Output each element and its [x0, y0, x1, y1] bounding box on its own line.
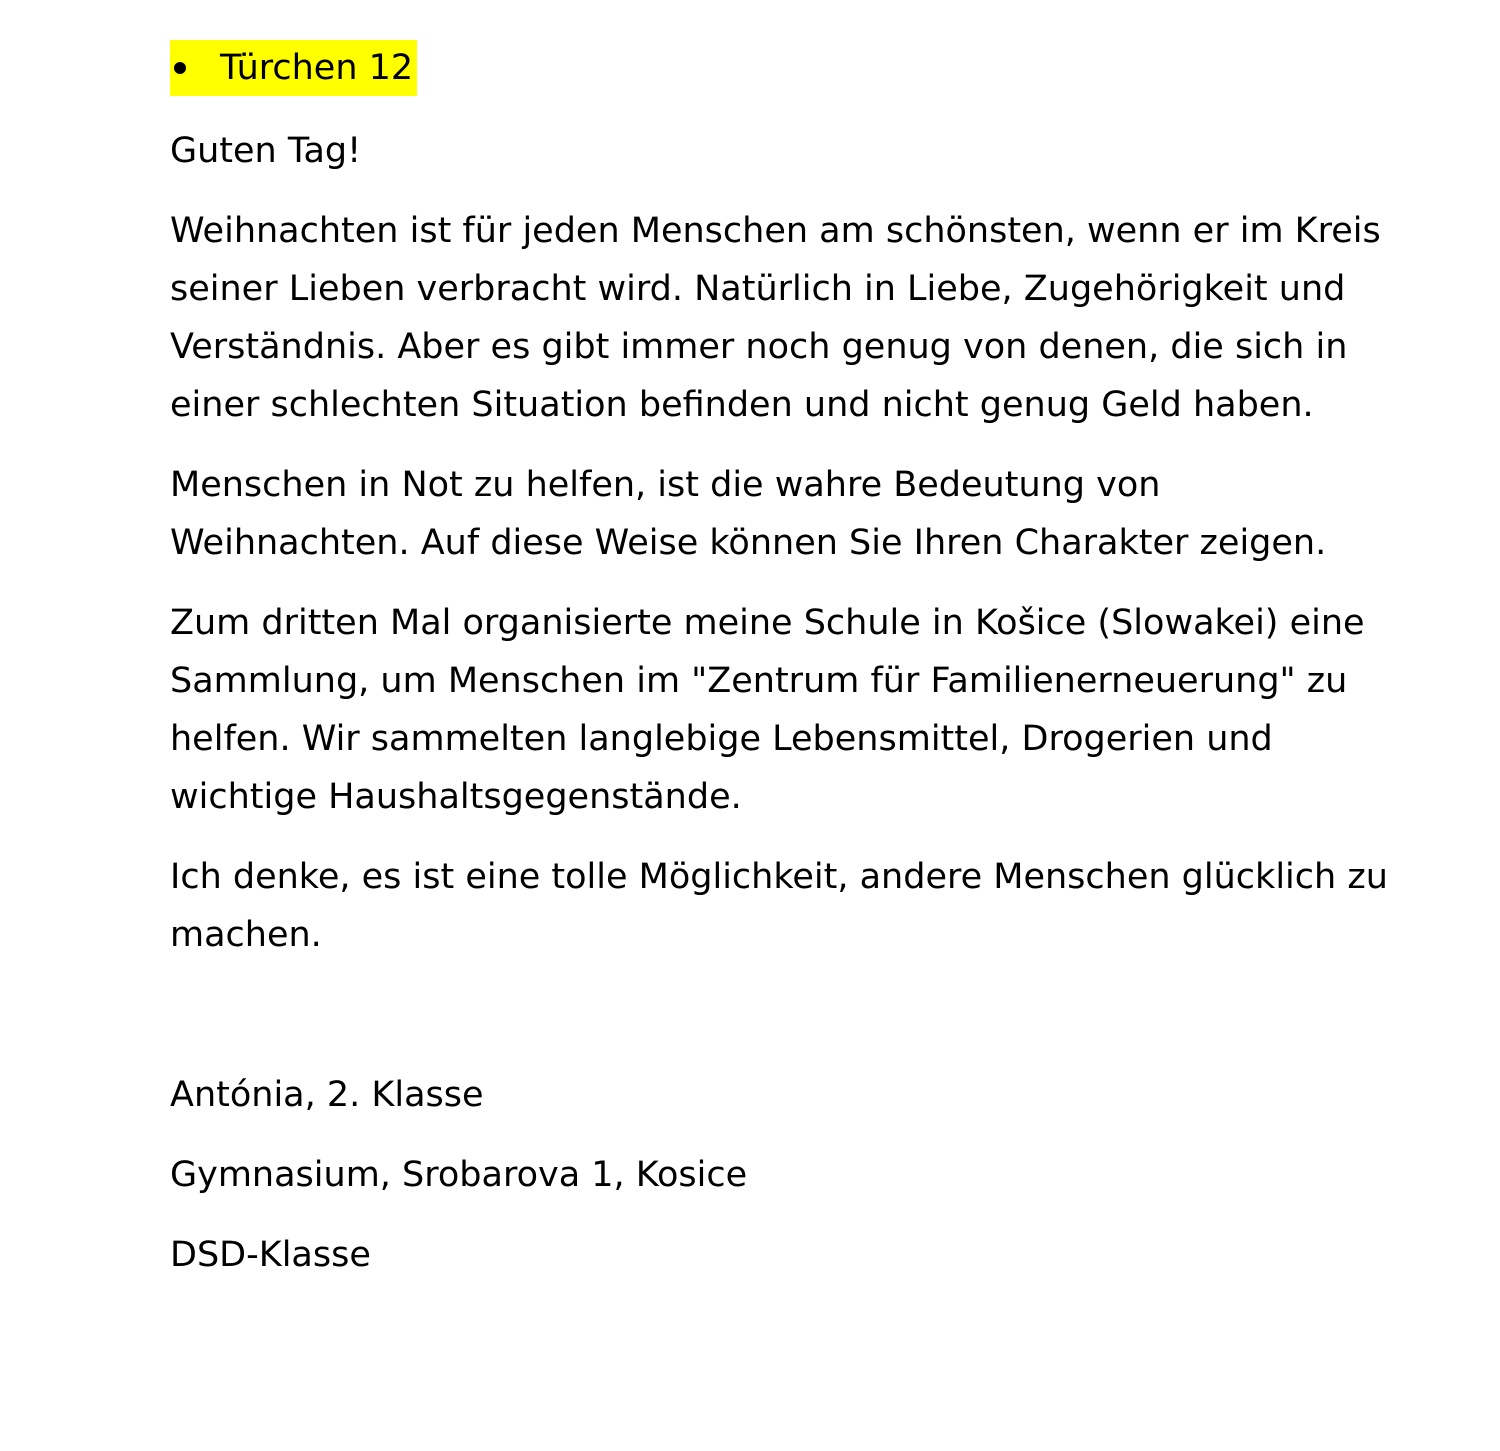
paragraph-2: Menschen in Not zu helfen, ist die wahre Bedeutung von Weihnachten. Auf diese Weise können Sie Ihren Charakter zeigen.: [170, 465, 1327, 563]
signature-class: DSD-Klasse: [170, 1235, 371, 1275]
heading-title: Türchen 12: [220, 48, 414, 88]
document-body: [170, 40, 1410, 1284]
paragraph-4: Ich denke, es ist eine tolle Möglichkeit, andere Menschen glücklich zu machen.: [170, 857, 1388, 955]
paragraph-3: Zum dritten Mal organisierte meine Schule in Košice (Slowakei) eine Sammlung, um Menschen im "Zentrum für Familienerneuerung" zu helfen. Wir sammelten langlebige Lebensmittel, Drogerien und wichtige Haushaltsgegenstände.: [170, 603, 1365, 817]
signature-author: Antónia, 2. Klasse: [170, 1075, 484, 1115]
signature-school: Gymnasium, Srobarova 1, Kosice: [170, 1155, 748, 1195]
bullet-dot-icon: [174, 62, 186, 74]
paragraph-1: Weihnachten ist für jeden Menschen am schönsten, wenn er im Kreis seiner Lieben verbracht wird. Natürlich in Liebe, Zugehörigkeit und Verständnis. Aber es gibt immer noch genug von denen, die sich in einer schlechten Situation befinden und nicht genug Geld haben.: [170, 211, 1381, 425]
spacer: [170, 964, 1410, 1044]
greeting-text: Guten Tag!: [170, 131, 362, 171]
heading-list-item: [170, 40, 417, 96]
